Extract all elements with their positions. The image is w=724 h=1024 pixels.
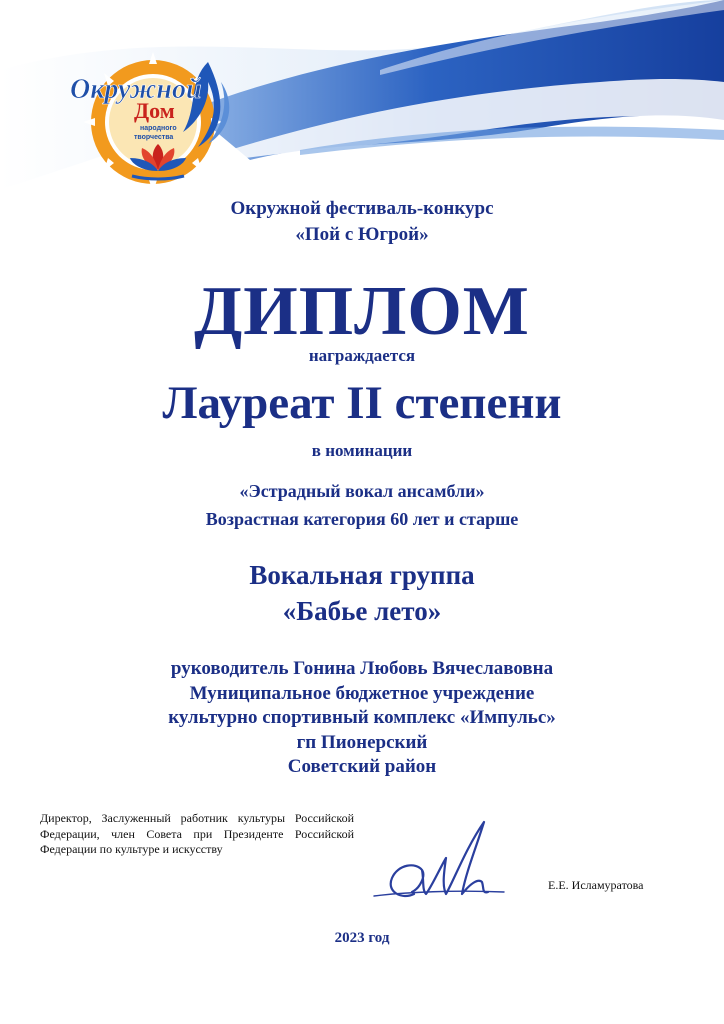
- awarded-label: награждается: [308, 346, 416, 365]
- district: Советский район: [287, 756, 437, 777]
- institution-line1: Муниципальное бюджетное учреждение: [189, 682, 535, 704]
- director-title: Директор, Заслуженный работник культуры Российской Федерации, член Совета при Президенте Российской Федерации по культуре и искусству: [40, 811, 354, 856]
- festival-title: [0, 196, 724, 248]
- leader-name: руководитель Гонина Любовь Вячеславовна: [170, 658, 554, 679]
- nomination-label: в номинации: [311, 441, 413, 460]
- logo-word-dom: Дом: [134, 98, 175, 123]
- recipient-details: [0, 657, 724, 780]
- recipient-name: [0, 557, 724, 629]
- handwritten-signature: [366, 808, 522, 920]
- diploma-heading: ДИПЛОМ: [194, 273, 530, 350]
- recipient-name-line2: «Бабье лето»: [282, 596, 442, 626]
- nomination-name: «Эстрадный вокал ансамбли»: [239, 481, 485, 501]
- recipient-name-line1: Вокальная группа: [249, 560, 475, 590]
- settlement: гп Пионерский: [296, 731, 428, 753]
- logo-word-okruzhnoy: Окружной: [70, 74, 202, 105]
- laureate-degree: Лауреат II степени: [162, 377, 562, 429]
- logo-word-narodnogo: народного: [140, 125, 177, 132]
- festival-title-line1: Окружной фестиваль-конкурс: [230, 198, 494, 219]
- age-category: Возрастная категория 60 лет и старше: [205, 509, 519, 529]
- signer-name: Е.Е. Исламуратова: [548, 878, 644, 892]
- festival-title-line2: «Пой с Югрой»: [295, 224, 429, 245]
- logo-word-tvorchestva: творчества: [134, 134, 174, 141]
- institution-line2: культурно спортивный комплекс «Импульс»: [168, 707, 556, 728]
- festival-logo: [58, 52, 248, 197]
- year: 2023 год: [334, 930, 390, 946]
